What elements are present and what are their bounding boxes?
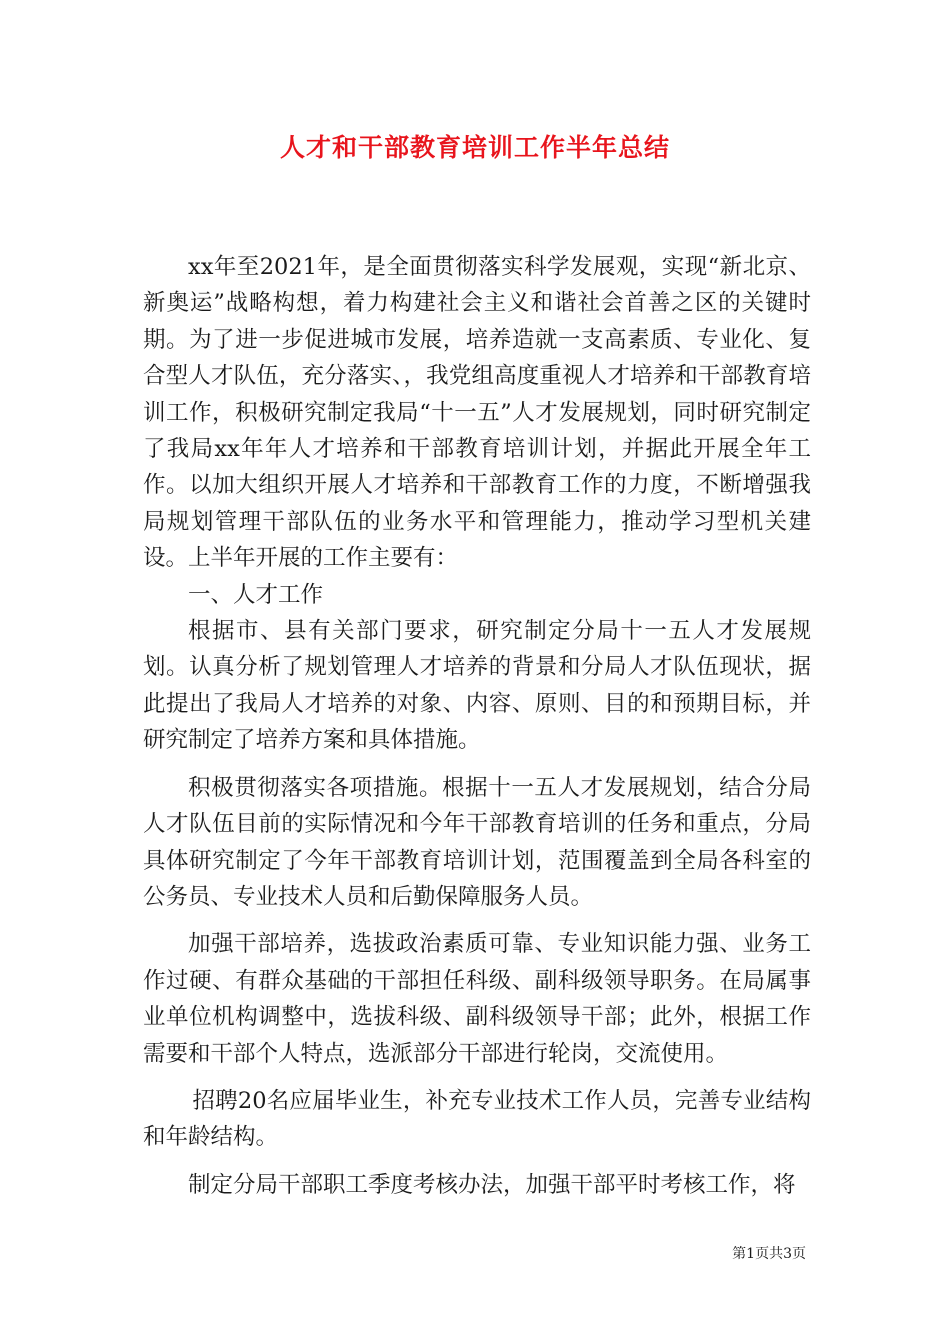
section-heading: 一、人才工作 xyxy=(188,581,324,608)
paragraph-cadre-training: 加强干部培养，选拔政治素质可靠、专业知识能力强、业务工作过硬、有群众基础的干部担任科级、副科级领导职务。在局属事业单位机构调整中，选拔科级、副科级领导干部；此外，根据工作需要和干部个人特点，选派部分干部进行轮岗，交流使用。 xyxy=(143,931,811,1067)
paragraph-planning: 根据市、县有关部门要求，研究制定分局十一五人才发展规划。认真分析了规划管理人才培养的背景和分局人才队伍现状，据此提出了我局人才培养的对象、内容、原则、目的和预期目标，并研究制定了培养方案和具体措施。 xyxy=(143,618,811,754)
document-body xyxy=(143,249,811,1203)
paragraph-intro: xx年至2021年，是全面贯彻落实科学发展观，实现“新北京、新奥运”战略构想，着力构建社会主义和谐社会首善之区的关键时期。为了进一步促进城市发展，培养造就一支高素质、专业化、复合型人才队伍，充分落实、，我党组高度重视人才培养和干部教育培训工作，积极研究制定我局“十一五”人才发展规划，同时研究制定了我局xx年年人才培养和干部教育培训计划，并据此开展全年工作。以加大组织开展人才培养和干部教育工作的力度，不断增强我局规划管理干部队伍的业务水平和管理能力，推动学习型机关建设。上半年开展的工作主要有： xyxy=(143,254,811,572)
paragraph-assessment: 制定分局干部职工季度考核办法，加强干部平时考核工作，将 xyxy=(188,1171,796,1198)
paragraph-recruitment: 招聘20名应届毕业生，补充专业技术工作人员，完善专业结构和年龄结构。 xyxy=(143,1087,811,1151)
paragraph-measures: 积极贯彻落实各项措施。根据十一五人才发展规划，结合分局人才队伍目前的实际情况和今年干部教育培训的任务和重点，分局具体研究制定了今年干部教育培训计划，范围覆盖到全局各科室的公务员、专业技术人员和后勤保障服务人员。 xyxy=(143,774,811,910)
document-title: 人才和干部教育培训工作半年总结 xyxy=(279,133,670,162)
page-number: 第1页共3页 xyxy=(732,1246,806,1262)
